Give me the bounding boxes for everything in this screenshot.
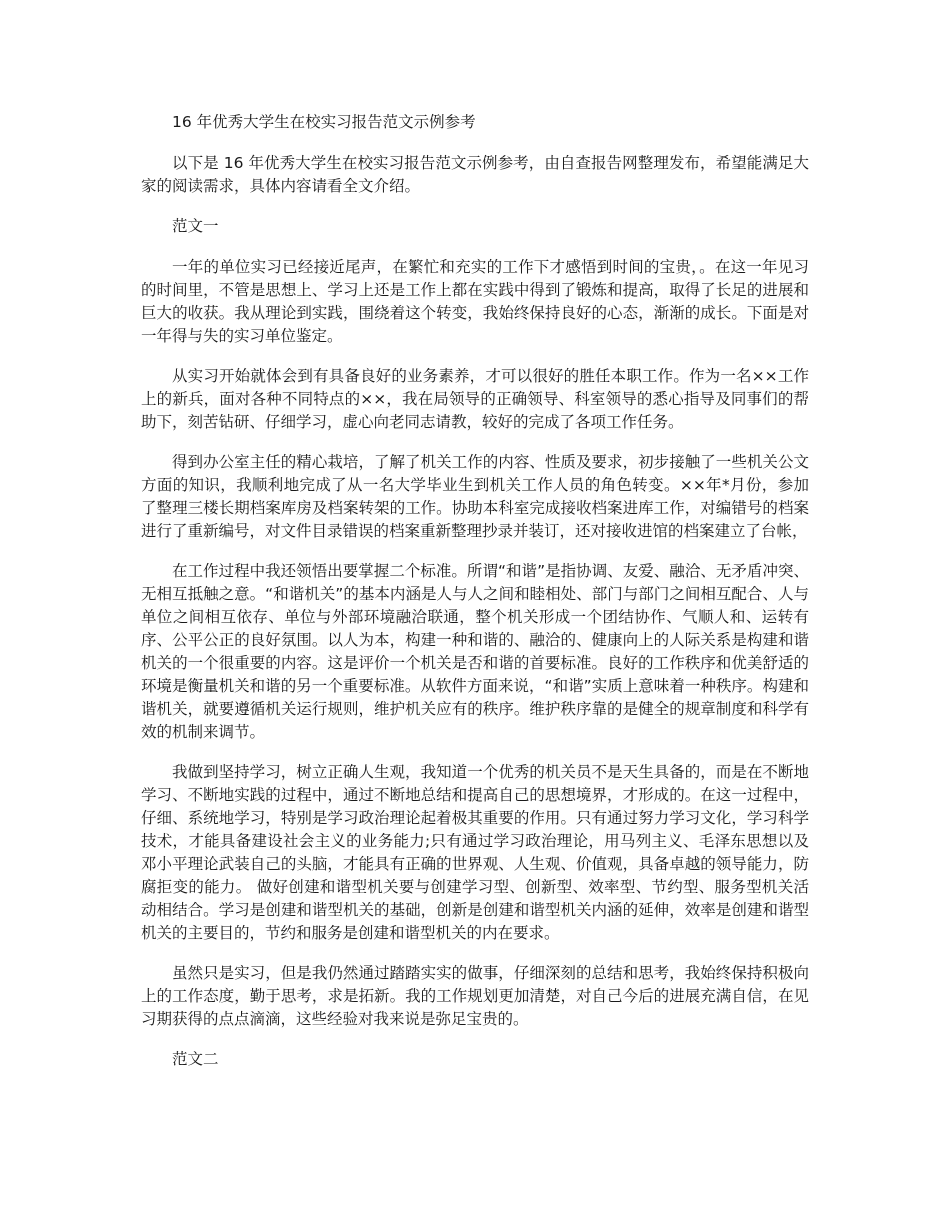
intro-paragraph: 以下是 16 年优秀大学生在校实习报告范文示例参考，由自查报告网整理发布，希望能满足大家的阅读需求，具体内容请看全文介绍。 <box>141 154 809 195</box>
body-paragraph: 得到办公室主任的精心栽培，了解了机关工作的内容、性质及要求，初步接触了一些机关公文方面的知识，我顺利地完成了从一名大学毕业生到机关工作人员的角色转变。××年*月份，参加了整理三楼长期档案库房及档案转架的工作。协助本科室完成接收档案进库工作，对编错号的档案进行了重新编号，对文件目录错误的档案重新整理抄录并装订，还对接收进馆的档案建立了台帐， <box>141 453 809 540</box>
body-paragraph: 一年的单位实习已经接近尾声，在繁忙和充实的工作下才感悟到时间的宝贵，。在这一年见习的时间里，不管是思想上、学习上还是工作上都在实践中得到了锻炼和提高，取得了长足的进展和巨大的收获。我从理论到实践，围绕着这个转变，我始终保持良好的心态，渐渐的成长。下面是对一年得与失的实习单位鉴定。 <box>141 258 809 345</box>
body-paragraph: 从实习开始就体会到有具备良好的业务素养，才可以很好的胜任本职工作。作为一名××工作上的新兵，面对各种不同特点的××，我在局领导的正确领导、科室领导的悉心指导及同事们的帮助下，刻苦钻研、仔细学习，虚心向老同志请教，较好的完成了各项工作任务。 <box>141 367 809 431</box>
section-heading-1: 范文一 <box>172 217 219 235</box>
document-page <box>141 111 809 1089</box>
body-paragraph: 我做到坚持学习，树立正确人生观，我知道一个优秀的机关员不是天生具备的，而是在不断地学习、不断地实践的过程中，通过不断地总结和提高自己的思想境界，才形成的。在这一过程中，仔细、系统地学习，特别是学习政治理论起着极其重要的作用。只有通过努力学习文化，学习科学技术，才能具备建设社会主义的业务能力;只有通过学习政治理论，用马列主义、毛泽东思想以及邓小平理论武装自己的头脑，才能具有正确的世界观、人生观、价值观，具备卓越的领导能力，防腐拒变的能力。 做好创建和谐型机关要与创建学习型、创新型、效率型、节约型、服务型机关活动相结合。学习是创建和谐型机关的基础，创新是创建和谐型机关内涵的延伸，效率是创建和谐型机关的主要目的，节约和服务是创建和谐型机关的内在要求。 <box>141 763 809 942</box>
body-paragraph: 虽然只是实习，但是我仍然通过踏踏实实的做事，仔细深刻的总结和思考，我始终保持积极向上的工作态度，勤于思考，求是拓新。我的工作规划更加清楚，对自己今后的进展充满自信，在见习期获得的点点滴滴，这些经验对我来说是弥足宝贵的。 <box>141 964 809 1028</box>
document-title: 16 年优秀大学生在校实习报告范文示例参考 <box>172 113 476 131</box>
body-paragraph: 在工作过程中我还领悟出要掌握二个标准。所谓“和谐”是指协调、友爱、融洽、无矛盾冲突、无相互抵触之意。“和谐机关”的基本内涵是人与人之间和睦相处、部门与部门之间相互配合、人与单位之间相互依存、单位与外部环境融洽联通，整个机关形成一个团结协作、气顺人和、运转有序、公平公正的良好氛围。以人为本，构建一种和谐的、融洽的、健康向上的人际关系是构建和谐机关的一个很重要的内容。这是评价一个机关是否和谐的首要标准。良好的工作秩序和优美舒适的环境是衡量机关和谐的另一个重要标准。从软件方面来说，“和谐”实质上意味着一种秩序。构建和谐机关，就要遵循机关运行规则，维护机关应有的秩序。维护秩序靠的是健全的规章制度和科学有效的机制来调节。 <box>141 562 809 741</box>
section-heading-2: 范文二 <box>172 1050 219 1068</box>
